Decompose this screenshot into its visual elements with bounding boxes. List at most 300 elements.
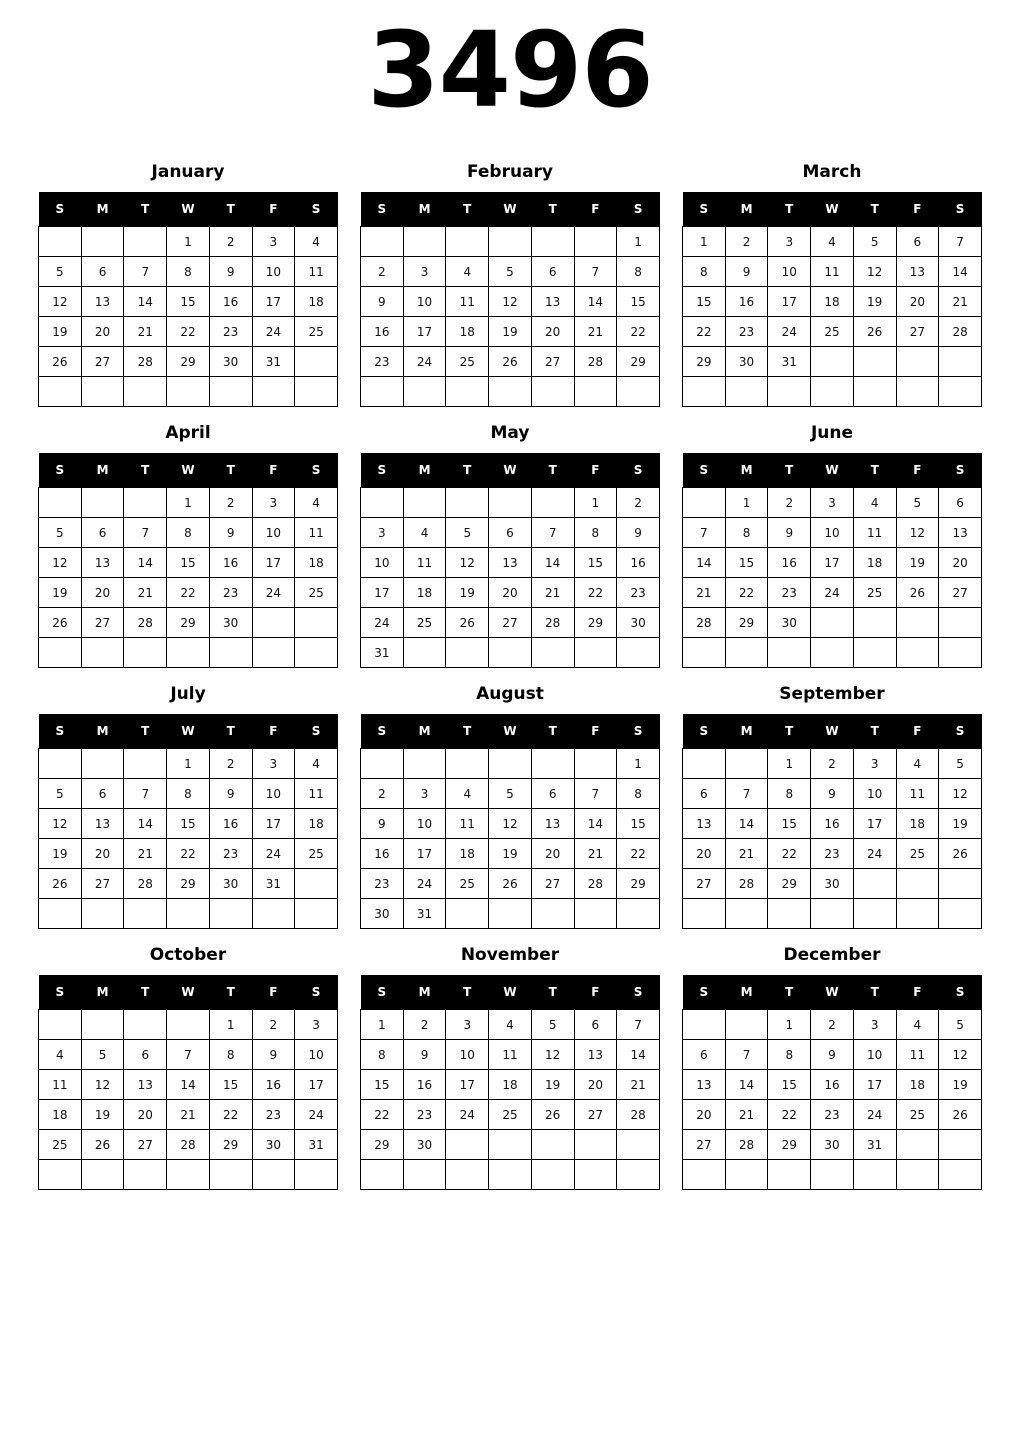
day-cell[interactable]: 16 [403, 1070, 446, 1100]
day-cell[interactable]: 12 [446, 548, 489, 578]
day-cell[interactable]: 20 [683, 1100, 726, 1130]
day-cell[interactable]: 18 [853, 548, 896, 578]
day-cell[interactable]: 10 [361, 548, 404, 578]
day-cell[interactable]: 3 [403, 779, 446, 809]
day-cell[interactable]: 15 [617, 809, 660, 839]
day-cell[interactable]: 11 [853, 518, 896, 548]
day-cell[interactable]: 5 [39, 257, 82, 287]
day-cell[interactable]: 23 [209, 317, 252, 347]
day-cell[interactable]: 25 [295, 578, 338, 608]
day-cell[interactable]: 13 [124, 1070, 167, 1100]
day-cell[interactable]: 25 [811, 317, 854, 347]
day-cell[interactable]: 2 [403, 1010, 446, 1040]
day-cell[interactable]: 28 [124, 347, 167, 377]
day-cell[interactable]: 30 [361, 899, 404, 929]
day-cell[interactable]: 29 [768, 869, 811, 899]
day-cell[interactable]: 6 [531, 779, 574, 809]
day-cell[interactable]: 22 [167, 578, 210, 608]
day-cell[interactable]: 11 [39, 1070, 82, 1100]
day-cell[interactable]: 27 [574, 1100, 617, 1130]
day-cell[interactable]: 7 [124, 257, 167, 287]
day-cell[interactable]: 17 [403, 317, 446, 347]
day-cell[interactable]: 24 [446, 1100, 489, 1130]
day-cell[interactable]: 7 [617, 1010, 660, 1040]
day-cell[interactable]: 17 [853, 809, 896, 839]
day-cell[interactable]: 14 [939, 257, 982, 287]
day-cell[interactable]: 3 [853, 749, 896, 779]
day-cell[interactable]: 7 [574, 257, 617, 287]
day-cell[interactable]: 29 [167, 869, 210, 899]
day-cell[interactable]: 29 [574, 608, 617, 638]
day-cell[interactable]: 21 [725, 1100, 768, 1130]
day-cell[interactable]: 27 [683, 869, 726, 899]
day-cell[interactable]: 28 [617, 1100, 660, 1130]
day-cell[interactable]: 17 [811, 548, 854, 578]
day-cell[interactable]: 17 [403, 839, 446, 869]
day-cell[interactable]: 1 [167, 227, 210, 257]
day-cell[interactable]: 5 [81, 1040, 124, 1070]
day-cell[interactable]: 1 [768, 1010, 811, 1040]
day-cell[interactable]: 28 [725, 869, 768, 899]
day-cell[interactable]: 24 [252, 578, 295, 608]
day-cell[interactable]: 31 [403, 899, 446, 929]
day-cell[interactable]: 30 [811, 869, 854, 899]
day-cell[interactable]: 30 [768, 608, 811, 638]
day-cell[interactable]: 30 [252, 1130, 295, 1160]
day-cell[interactable]: 9 [361, 287, 404, 317]
day-cell[interactable]: 18 [295, 809, 338, 839]
day-cell[interactable]: 29 [361, 1130, 404, 1160]
day-cell[interactable]: 23 [811, 1100, 854, 1130]
day-cell[interactable]: 13 [683, 1070, 726, 1100]
day-cell[interactable]: 14 [574, 287, 617, 317]
day-cell[interactable]: 15 [167, 548, 210, 578]
day-cell[interactable]: 19 [39, 578, 82, 608]
day-cell[interactable]: 15 [768, 1070, 811, 1100]
day-cell[interactable]: 26 [39, 608, 82, 638]
day-cell[interactable]: 18 [295, 548, 338, 578]
day-cell[interactable]: 13 [574, 1040, 617, 1070]
day-cell[interactable]: 26 [81, 1130, 124, 1160]
day-cell[interactable]: 18 [446, 317, 489, 347]
day-cell[interactable]: 17 [295, 1070, 338, 1100]
day-cell[interactable]: 9 [811, 1040, 854, 1070]
day-cell[interactable]: 19 [81, 1100, 124, 1130]
day-cell[interactable]: 25 [403, 608, 446, 638]
day-cell[interactable]: 15 [683, 287, 726, 317]
day-cell[interactable]: 4 [295, 749, 338, 779]
day-cell[interactable]: 18 [403, 578, 446, 608]
day-cell[interactable]: 20 [124, 1100, 167, 1130]
day-cell[interactable]: 19 [531, 1070, 574, 1100]
day-cell[interactable]: 26 [39, 347, 82, 377]
day-cell[interactable]: 6 [574, 1010, 617, 1040]
day-cell[interactable]: 24 [252, 839, 295, 869]
day-cell[interactable]: 8 [574, 518, 617, 548]
day-cell[interactable]: 8 [768, 1040, 811, 1070]
day-cell[interactable]: 10 [403, 287, 446, 317]
day-cell[interactable]: 8 [167, 518, 210, 548]
day-cell[interactable]: 4 [446, 257, 489, 287]
day-cell[interactable]: 15 [725, 548, 768, 578]
day-cell[interactable]: 24 [768, 317, 811, 347]
day-cell[interactable]: 3 [252, 227, 295, 257]
day-cell[interactable]: 12 [939, 779, 982, 809]
day-cell[interactable]: 20 [81, 317, 124, 347]
day-cell[interactable]: 2 [768, 488, 811, 518]
day-cell[interactable]: 30 [209, 869, 252, 899]
day-cell[interactable]: 5 [531, 1010, 574, 1040]
day-cell[interactable]: 30 [403, 1130, 446, 1160]
day-cell[interactable]: 5 [939, 1010, 982, 1040]
day-cell[interactable]: 10 [252, 779, 295, 809]
day-cell[interactable]: 13 [939, 518, 982, 548]
day-cell[interactable]: 6 [124, 1040, 167, 1070]
day-cell[interactable]: 3 [361, 518, 404, 548]
day-cell[interactable]: 16 [361, 839, 404, 869]
day-cell[interactable]: 12 [39, 287, 82, 317]
day-cell[interactable]: 13 [81, 809, 124, 839]
day-cell[interactable]: 27 [81, 608, 124, 638]
day-cell[interactable]: 14 [124, 548, 167, 578]
day-cell[interactable]: 14 [167, 1070, 210, 1100]
day-cell[interactable]: 4 [446, 779, 489, 809]
day-cell[interactable]: 12 [853, 257, 896, 287]
day-cell[interactable]: 23 [403, 1100, 446, 1130]
day-cell[interactable]: 4 [295, 488, 338, 518]
day-cell[interactable]: 27 [939, 578, 982, 608]
day-cell[interactable]: 26 [896, 578, 939, 608]
day-cell[interactable]: 17 [361, 578, 404, 608]
day-cell[interactable]: 24 [403, 347, 446, 377]
day-cell[interactable]: 4 [403, 518, 446, 548]
day-cell[interactable]: 24 [811, 578, 854, 608]
day-cell[interactable]: 21 [167, 1100, 210, 1130]
day-cell[interactable]: 9 [725, 257, 768, 287]
day-cell[interactable]: 5 [39, 779, 82, 809]
day-cell[interactable]: 21 [617, 1070, 660, 1100]
day-cell[interactable]: 15 [768, 809, 811, 839]
day-cell[interactable]: 13 [531, 809, 574, 839]
day-cell[interactable]: 19 [939, 1070, 982, 1100]
day-cell[interactable]: 5 [489, 779, 532, 809]
day-cell[interactable]: 18 [811, 287, 854, 317]
day-cell[interactable]: 11 [295, 779, 338, 809]
day-cell[interactable]: 13 [531, 287, 574, 317]
day-cell[interactable]: 3 [853, 1010, 896, 1040]
day-cell[interactable]: 19 [39, 317, 82, 347]
day-cell[interactable]: 3 [252, 488, 295, 518]
day-cell[interactable]: 2 [209, 488, 252, 518]
day-cell[interactable]: 20 [896, 287, 939, 317]
day-cell[interactable]: 25 [489, 1100, 532, 1130]
day-cell[interactable]: 26 [39, 869, 82, 899]
day-cell[interactable]: 24 [403, 869, 446, 899]
day-cell[interactable]: 19 [489, 317, 532, 347]
day-cell[interactable]: 4 [896, 749, 939, 779]
day-cell[interactable]: 15 [574, 548, 617, 578]
day-cell[interactable]: 14 [725, 809, 768, 839]
day-cell[interactable]: 10 [252, 518, 295, 548]
day-cell[interactable]: 8 [167, 779, 210, 809]
day-cell[interactable]: 16 [811, 809, 854, 839]
day-cell[interactable]: 26 [939, 839, 982, 869]
day-cell[interactable]: 17 [446, 1070, 489, 1100]
day-cell[interactable]: 22 [768, 839, 811, 869]
day-cell[interactable]: 14 [124, 287, 167, 317]
day-cell[interactable]: 16 [209, 809, 252, 839]
day-cell[interactable]: 5 [896, 488, 939, 518]
day-cell[interactable]: 3 [768, 227, 811, 257]
day-cell[interactable]: 18 [446, 839, 489, 869]
day-cell[interactable]: 22 [683, 317, 726, 347]
day-cell[interactable]: 6 [531, 257, 574, 287]
day-cell[interactable]: 4 [853, 488, 896, 518]
day-cell[interactable]: 6 [81, 257, 124, 287]
day-cell[interactable]: 9 [209, 779, 252, 809]
day-cell[interactable]: 16 [768, 548, 811, 578]
day-cell[interactable]: 21 [939, 287, 982, 317]
day-cell[interactable]: 2 [209, 749, 252, 779]
day-cell[interactable]: 29 [768, 1130, 811, 1160]
day-cell[interactable]: 16 [361, 317, 404, 347]
day-cell[interactable]: 26 [446, 608, 489, 638]
day-cell[interactable]: 16 [209, 287, 252, 317]
day-cell[interactable]: 11 [896, 1040, 939, 1070]
day-cell[interactable]: 23 [361, 869, 404, 899]
day-cell[interactable]: 28 [167, 1130, 210, 1160]
day-cell[interactable]: 15 [167, 287, 210, 317]
day-cell[interactable]: 13 [81, 287, 124, 317]
day-cell[interactable]: 26 [489, 347, 532, 377]
day-cell[interactable]: 19 [446, 578, 489, 608]
day-cell[interactable]: 14 [617, 1040, 660, 1070]
day-cell[interactable]: 1 [725, 488, 768, 518]
day-cell[interactable]: 2 [361, 779, 404, 809]
day-cell[interactable]: 6 [81, 518, 124, 548]
day-cell[interactable]: 13 [81, 548, 124, 578]
day-cell[interactable]: 25 [896, 1100, 939, 1130]
day-cell[interactable]: 22 [167, 839, 210, 869]
day-cell[interactable]: 8 [768, 779, 811, 809]
day-cell[interactable]: 16 [725, 287, 768, 317]
day-cell[interactable]: 28 [574, 869, 617, 899]
day-cell[interactable]: 19 [853, 287, 896, 317]
day-cell[interactable]: 1 [167, 488, 210, 518]
day-cell[interactable]: 25 [853, 578, 896, 608]
day-cell[interactable]: 9 [768, 518, 811, 548]
day-cell[interactable]: 3 [252, 749, 295, 779]
day-cell[interactable]: 10 [853, 779, 896, 809]
day-cell[interactable]: 2 [811, 749, 854, 779]
day-cell[interactable]: 22 [725, 578, 768, 608]
day-cell[interactable]: 2 [252, 1010, 295, 1040]
day-cell[interactable]: 30 [209, 347, 252, 377]
day-cell[interactable]: 28 [531, 608, 574, 638]
day-cell[interactable]: 27 [81, 869, 124, 899]
day-cell[interactable]: 26 [853, 317, 896, 347]
day-cell[interactable]: 6 [939, 488, 982, 518]
day-cell[interactable]: 5 [939, 749, 982, 779]
day-cell[interactable]: 16 [811, 1070, 854, 1100]
day-cell[interactable]: 1 [574, 488, 617, 518]
day-cell[interactable]: 21 [725, 839, 768, 869]
day-cell[interactable]: 24 [853, 839, 896, 869]
day-cell[interactable]: 23 [209, 578, 252, 608]
day-cell[interactable]: 27 [81, 347, 124, 377]
day-cell[interactable]: 21 [124, 578, 167, 608]
day-cell[interactable]: 11 [446, 809, 489, 839]
day-cell[interactable]: 2 [209, 227, 252, 257]
day-cell[interactable]: 10 [768, 257, 811, 287]
day-cell[interactable]: 9 [811, 779, 854, 809]
day-cell[interactable]: 1 [617, 749, 660, 779]
day-cell[interactable]: 16 [252, 1070, 295, 1100]
day-cell[interactable]: 13 [683, 809, 726, 839]
day-cell[interactable]: 25 [896, 839, 939, 869]
day-cell[interactable]: 7 [124, 779, 167, 809]
day-cell[interactable]: 14 [574, 809, 617, 839]
day-cell[interactable]: 2 [361, 257, 404, 287]
day-cell[interactable]: 1 [167, 749, 210, 779]
day-cell[interactable]: 29 [725, 608, 768, 638]
day-cell[interactable]: 21 [531, 578, 574, 608]
day-cell[interactable]: 28 [574, 347, 617, 377]
day-cell[interactable]: 22 [768, 1100, 811, 1130]
day-cell[interactable]: 17 [853, 1070, 896, 1100]
day-cell[interactable]: 21 [683, 578, 726, 608]
day-cell[interactable]: 14 [725, 1070, 768, 1100]
day-cell[interactable]: 5 [853, 227, 896, 257]
day-cell[interactable]: 25 [446, 347, 489, 377]
day-cell[interactable]: 22 [209, 1100, 252, 1130]
day-cell[interactable]: 29 [617, 347, 660, 377]
day-cell[interactable]: 12 [531, 1040, 574, 1070]
day-cell[interactable]: 25 [295, 839, 338, 869]
day-cell[interactable]: 11 [811, 257, 854, 287]
day-cell[interactable]: 13 [896, 257, 939, 287]
day-cell[interactable]: 3 [403, 257, 446, 287]
day-cell[interactable]: 23 [768, 578, 811, 608]
day-cell[interactable]: 4 [295, 227, 338, 257]
day-cell[interactable]: 31 [768, 347, 811, 377]
day-cell[interactable]: 20 [683, 839, 726, 869]
day-cell[interactable]: 6 [683, 779, 726, 809]
day-cell[interactable]: 23 [725, 317, 768, 347]
day-cell[interactable]: 29 [167, 347, 210, 377]
day-cell[interactable]: 12 [939, 1040, 982, 1070]
day-cell[interactable]: 3 [295, 1010, 338, 1040]
day-cell[interactable]: 15 [209, 1070, 252, 1100]
day-cell[interactable]: 26 [531, 1100, 574, 1130]
day-cell[interactable]: 5 [39, 518, 82, 548]
day-cell[interactable]: 8 [361, 1040, 404, 1070]
day-cell[interactable]: 7 [939, 227, 982, 257]
day-cell[interactable]: 30 [725, 347, 768, 377]
day-cell[interactable]: 27 [124, 1130, 167, 1160]
day-cell[interactable]: 23 [209, 839, 252, 869]
day-cell[interactable]: 19 [39, 839, 82, 869]
day-cell[interactable]: 17 [252, 287, 295, 317]
day-cell[interactable]: 12 [39, 548, 82, 578]
day-cell[interactable]: 7 [574, 779, 617, 809]
day-cell[interactable]: 1 [361, 1010, 404, 1040]
day-cell[interactable]: 23 [361, 347, 404, 377]
day-cell[interactable]: 10 [446, 1040, 489, 1070]
day-cell[interactable]: 28 [683, 608, 726, 638]
day-cell[interactable]: 22 [617, 839, 660, 869]
day-cell[interactable]: 21 [124, 839, 167, 869]
day-cell[interactable]: 26 [489, 869, 532, 899]
day-cell[interactable]: 17 [252, 548, 295, 578]
day-cell[interactable]: 24 [295, 1100, 338, 1130]
day-cell[interactable]: 18 [295, 287, 338, 317]
day-cell[interactable]: 28 [725, 1130, 768, 1160]
day-cell[interactable]: 8 [209, 1040, 252, 1070]
day-cell[interactable]: 27 [489, 608, 532, 638]
day-cell[interactable]: 11 [446, 287, 489, 317]
day-cell[interactable]: 28 [939, 317, 982, 347]
day-cell[interactable]: 8 [167, 257, 210, 287]
day-cell[interactable]: 7 [531, 518, 574, 548]
day-cell[interactable]: 21 [124, 317, 167, 347]
day-cell[interactable]: 24 [361, 608, 404, 638]
day-cell[interactable]: 12 [489, 287, 532, 317]
day-cell[interactable]: 31 [295, 1130, 338, 1160]
day-cell[interactable]: 29 [617, 869, 660, 899]
day-cell[interactable]: 24 [853, 1100, 896, 1130]
day-cell[interactable]: 1 [683, 227, 726, 257]
day-cell[interactable]: 26 [939, 1100, 982, 1130]
day-cell[interactable]: 20 [81, 578, 124, 608]
day-cell[interactable]: 25 [446, 869, 489, 899]
day-cell[interactable]: 25 [39, 1130, 82, 1160]
day-cell[interactable]: 30 [811, 1130, 854, 1160]
day-cell[interactable]: 29 [167, 608, 210, 638]
day-cell[interactable]: 28 [124, 608, 167, 638]
day-cell[interactable]: 5 [489, 257, 532, 287]
day-cell[interactable]: 14 [531, 548, 574, 578]
day-cell[interactable]: 12 [81, 1070, 124, 1100]
day-cell[interactable]: 31 [853, 1130, 896, 1160]
day-cell[interactable]: 8 [617, 779, 660, 809]
day-cell[interactable]: 2 [617, 488, 660, 518]
day-cell[interactable]: 8 [683, 257, 726, 287]
day-cell[interactable]: 20 [531, 317, 574, 347]
day-cell[interactable]: 21 [574, 839, 617, 869]
day-cell[interactable]: 19 [489, 839, 532, 869]
day-cell[interactable]: 16 [617, 548, 660, 578]
day-cell[interactable]: 6 [81, 779, 124, 809]
day-cell[interactable]: 6 [896, 227, 939, 257]
day-cell[interactable]: 6 [489, 518, 532, 548]
day-cell[interactable]: 23 [617, 578, 660, 608]
day-cell[interactable]: 18 [489, 1070, 532, 1100]
day-cell[interactable]: 10 [252, 257, 295, 287]
day-cell[interactable]: 19 [896, 548, 939, 578]
day-cell[interactable]: 17 [768, 287, 811, 317]
day-cell[interactable]: 14 [124, 809, 167, 839]
day-cell[interactable]: 6 [683, 1040, 726, 1070]
day-cell[interactable]: 18 [896, 809, 939, 839]
day-cell[interactable]: 10 [403, 809, 446, 839]
day-cell[interactable]: 22 [167, 317, 210, 347]
day-cell[interactable]: 28 [124, 869, 167, 899]
day-cell[interactable]: 20 [939, 548, 982, 578]
day-cell[interactable]: 12 [896, 518, 939, 548]
day-cell[interactable]: 16 [209, 548, 252, 578]
day-cell[interactable]: 30 [617, 608, 660, 638]
